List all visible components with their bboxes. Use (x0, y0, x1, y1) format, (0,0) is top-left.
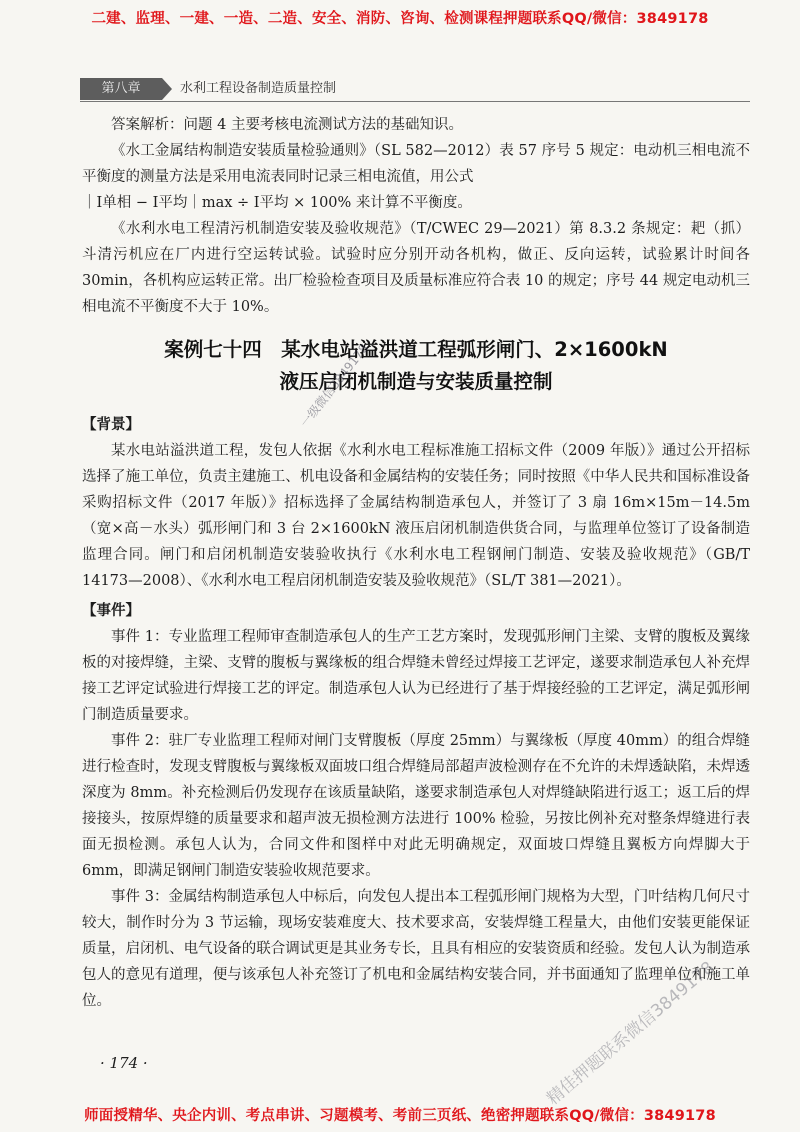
header-divider (80, 101, 750, 102)
chapter-title: 水利工程设备制造质量控制 (180, 81, 337, 96)
chapter-header (80, 78, 750, 100)
page-number: · 174 · (100, 1054, 148, 1072)
case-title (82, 334, 750, 398)
paragraph-sl582: 《水工金属结构制造安装质量检验通则》（SL 582—2012）表 57 序号 5 规定：电动机三相电流不平衡度的测量方法是采用电流表同时记录三相电流值，用公式 (82, 143, 750, 185)
answer-analysis: 答案解析：问题 4 主要考核电流测试方法的基础知识。 (111, 117, 463, 133)
watermark-diagonal: 一级微信3849178 (297, 341, 372, 430)
promo-banner-bottom: 师面授精华、央企内训、考点串讲、习题模考、考前三页纸、绝密押题联系QQ/微信：3849178 (84, 1108, 716, 1124)
promo-banner-top: 二建、监理、一建、一造、二造、安全、消防、咨询、检测课程押题联系QQ/微信：3849178 (91, 11, 709, 27)
event-2: 事件 2：驻厂专业监理工程师对闸门支臂腹板（厚度 25mm）与翼缘板（厚度 40mm）的组合焊缝进行检查时，发现支臂腹板与翼缘板双面坡口组合焊缝局部超声波检测存在不允许的未焊透缺陷，未焊透深度为 8mm。补充检测后仍发现存在该质量缺陷，遂要求制造承包人对焊缝缺陷进行返工；返工后的焊接接头，按原焊缝的质量要求和超声波无损检测方法进行 100% 检验，另按比例补充对整条焊缝进行表面无损检测。承包人认为，合同文件和图样中对此无明确规定，双面坡口焊缝且翼板方向焊脚大于 6mm，即满足钢闸门制造安装验收规范要求。 (82, 733, 750, 879)
background-paragraph: 某水电站溢洪道工程，发包人依据《水利水电工程标准施工招标文件（2009 年版）》通过公开招标选择了施工单位，负责主建施工、机电设备和金属结构的安装任务；同时按照《中华人民共和国标准设备采购招标文件（2017 年版）》招标选择了金属结构制造承包人，并签订了 3 扇 16m×15m－14.5m（宽×高－水头）弧形闸门和 3 台 2×1600kN 液压启闭机制造供货合同，与监理单位签订了设备制造监理合同。闸门和启闭机制造安装验收执行《水利水电工程钢闸门制造、安装及验收规范》（GB/T 14173—2008）、《水利水电工程启闭机制造安装及验收规范》（SL/T 381—2021）。 (82, 443, 750, 589)
events-label: 【事件】 (82, 603, 140, 619)
event-3: 事件 3：金属结构制造承包人中标后，向发包人提出本工程弧形闸门规格为大型，门叶结构几何尺寸较大，制作时分为 3 节运输，现场安装难度大、技术要求高，安装焊缝工程量大，由他们安装更能保证质量，启闭机、电气设备的联合调试更是其业务专长，且具有相应的安装资质和经验。发包人认为制造承包人的意见有道理，便与该承包人补充签订了机电和金属结构安装合同，并书面通知了监理单位和施工单位。 (82, 889, 750, 1009)
background-label: 【背景】 (82, 417, 140, 433)
paragraph-cwec29: 《水利水电工程清污机制造安装及验收规范》（T/CWEC 29—2021）第 8.3.2 条规定：耙（抓）斗清污机应在厂内进行空运转试验。试验时应分别开动各机构，做正、反向运转，试验累计时间各 30min，各机构应运转正常。出厂检验检查项目及质量标准应符合表 10 的规定；序号 44 规定电动机三相电流不平衡度不大于 10%。 (82, 221, 750, 315)
chapter-tab: 第八章 (80, 78, 162, 100)
formula-line: ｜I单相 − I平均｜max ÷ I平均 × 100% 来计算不平衡度。 (82, 195, 472, 211)
case-title-line1: 案例七十四 某水电站溢洪道工程弧形闸门、2×1600kN (164, 338, 668, 361)
event-1: 事件 1：专业监理工程师审查制造承包人的生产工艺方案时，发现弧形闸门主梁、支臂的腹板及翼缘板的对接焊缝，主梁、支臂的腹板与翼缘板的组合焊缝未曾经过焊接工艺评定，遂要求制造承包人补充焊接工艺评定试验进行焊接工艺的评定。制造承包人认为已经进行了基于焊接经验的工艺评定，满足弧形闸门制造质量要求。 (82, 629, 750, 723)
watermark-bottom: 精佳押题联系微信3849178 (543, 957, 719, 1110)
page-body (82, 112, 750, 1014)
case-title-line2: 液压启闭机制造与安装质量控制 (279, 370, 553, 393)
